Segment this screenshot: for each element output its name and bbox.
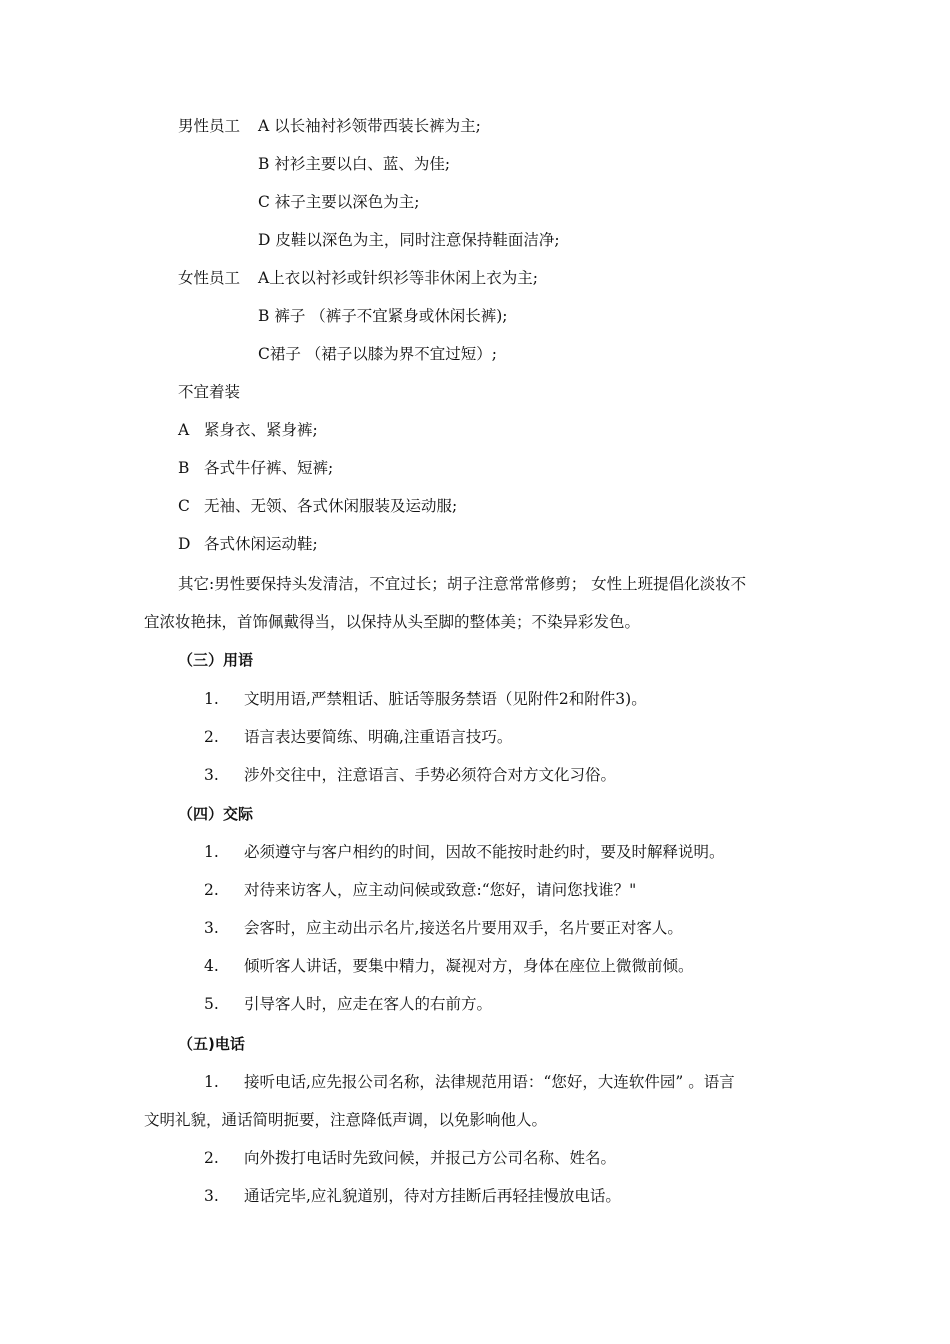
unsuitable-title: 不宜着装 [178,383,241,401]
female-dress-row [178,268,538,288]
item-number: 3. [204,1187,219,1205]
section-heading: （五)电话 [178,1035,245,1053]
list-item [204,994,492,1014]
list-item [204,1186,621,1206]
item-letter: A [178,421,190,439]
item-number: 2. [204,881,219,899]
item-text: 通话完毕,应礼貌道别，待对方挂断后再轻挂慢放电话。 [244,1187,621,1205]
list-item [204,880,636,900]
other-paragraph-line: 宜浓妆艳抹，首饰佩戴得当，以保持从头至脚的整体美；不染异彩发色。 [144,613,641,631]
item-text: 语言表达要简练、明确,注重语言技巧。 [244,728,513,746]
item-number: 2. [204,1149,219,1167]
male-dress-row [178,116,481,136]
list-item-continuation: 文明礼貌，通话简明扼要，注意降低声调，以免影响他人。 [144,1111,548,1129]
female-dress-item: B 裤子 （裤子不宜紧身或休闲长裤); [258,307,508,325]
list-item [204,1072,735,1092]
item-letter: D [178,535,191,553]
list-item [204,765,616,785]
list-item [204,727,512,747]
male-dress-item: D 皮鞋以深色为主，同时注意保持鞋面洁净; [258,231,560,249]
item-number: 2. [204,728,219,746]
item-letter: B [178,459,190,477]
male-dress-item: B 衬衫主要以白、蓝、为佳; [258,155,451,173]
item-text: 文明用语,严禁粗话、脏话等服务禁语（见附件2和附件3)。 [244,690,647,708]
item-number: 4. [204,957,219,975]
list-item [204,1148,616,1168]
item-number: 3. [204,766,219,784]
female-dress-item: C裙子 （裙子以膝为界不宜过短）; [258,345,498,363]
item-number: 1. [204,690,219,708]
unsuitable-item [178,458,333,478]
other-paragraph-line: 其它:男性要保持头发清洁，不宜过长；胡子注意常常修剪； 女性上班提倡化淡妆不 [178,575,747,593]
list-item [204,956,694,976]
item-letter: C [178,497,190,515]
item-text: 接听电话,应先报公司名称，法律规范用语：“您好，大连软件园” 。语言 [244,1073,735,1091]
unsuitable-item [178,496,457,516]
item-text: 各式休闲运动鞋; [204,535,318,553]
item-text: 向外拨打电话时先致问候，并报己方公司名称、姓名。 [244,1149,617,1167]
item-text: 涉外交往中，注意语言、手势必须符合对方文化习俗。 [244,766,617,784]
male-staff-label: 男性员工 [178,117,241,135]
male-dress-item: C 袜子主要以深色为主; [258,193,420,211]
male-dress-item: A 以长袖衬衫领带西装长裤为主; [258,117,481,135]
item-number: 5. [204,995,219,1013]
item-number: 1. [204,843,219,861]
item-text: 倾听客人讲话，要集中精力，凝视对方，身体在座位上微微前倾。 [244,957,694,975]
female-dress-item: A上衣以衬衫或针织衫等非休闲上衣为主; [258,269,538,287]
item-text: 各式牛仔裤、短裤; [204,459,334,477]
female-staff-label: 女性员工 [178,269,241,287]
section-heading: （四）交际 [178,805,254,823]
item-text: 紧身衣、紧身裤; [204,421,318,439]
list-item [204,918,683,938]
list-item [204,842,725,862]
list-item [204,689,647,709]
item-text: 必须遵守与客户相约的时间，因故不能按时赴约时，要及时解释说明。 [244,843,725,861]
unsuitable-item [178,534,318,554]
item-text: 对待来访客人，应主动问候或致意:“您好，请问您找谁？" [244,881,637,899]
unsuitable-item [178,420,318,440]
item-number: 3. [204,919,219,937]
item-text: 无袖、无领、各式休闲服装及运动服; [204,497,458,515]
item-text: 引导客人时，应走在客人的右前方。 [244,995,493,1013]
item-text: 会客时，应主动出示名片,接送名片要用双手，名片要正对客人。 [244,919,683,937]
item-number: 1. [204,1073,219,1091]
section-heading: （三）用语 [178,651,254,669]
